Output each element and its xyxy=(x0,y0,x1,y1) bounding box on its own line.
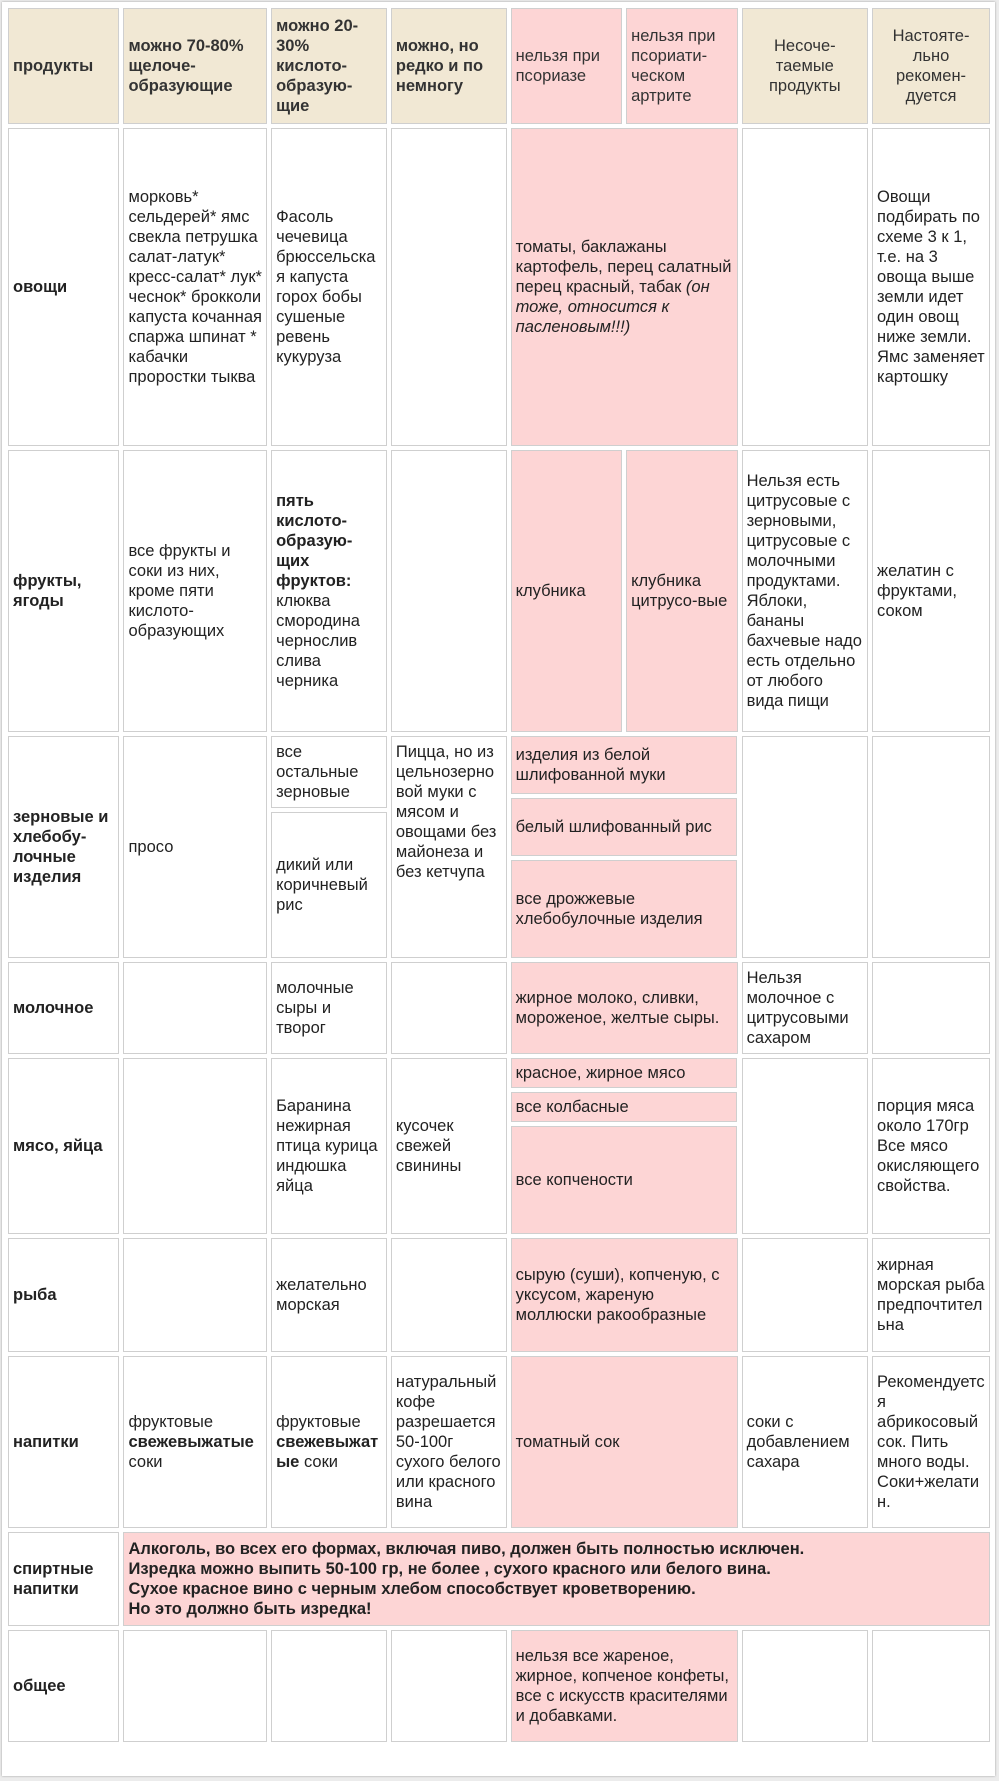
fruit-no-psoriasis: клубника xyxy=(511,450,622,732)
dairy-rarely xyxy=(391,962,507,1054)
drinks-incompatible: соки с добавлением сахара xyxy=(742,1356,868,1528)
fruit-alkaline: все фрукты и соки из них, кроме пяти кислото-образующих xyxy=(123,450,267,732)
meat-no-smoked: все копчености xyxy=(511,1126,737,1234)
fruit-incompatible: Нельзя есть цитрусовые с зерновыми, цитрусовые с молочными продуктами. Яблоки, бананы бахчевые надо есть отдельно от любого вида пищи xyxy=(742,450,868,732)
grain-recommended xyxy=(872,736,990,958)
fruit-rarely xyxy=(391,450,507,732)
row-general xyxy=(8,1630,990,1742)
meat-rarely: кусочек свежей свинины xyxy=(391,1058,507,1234)
row-dairy xyxy=(8,962,990,1054)
dairy-acid: молочные сыры и творог xyxy=(271,962,387,1054)
veg-forbidden-note: (он тоже, относится к пасленовым!!!) xyxy=(515,278,710,336)
fish-incompatible xyxy=(742,1238,868,1352)
row-meat xyxy=(8,1058,990,1234)
header-alkaline: можно 70-80% щелоче-образующие xyxy=(123,8,267,124)
alcohol-line-4: Но это должно быть изредка! xyxy=(128,1600,372,1618)
meat-acid: Баранина нежирная птица курица индюшка яйца xyxy=(271,1058,387,1234)
header-no-psoriasis: нельзя при псориазе xyxy=(511,8,622,124)
grain-alkaline: просо xyxy=(123,736,267,958)
header-no-arthritis: нельзя при псориати-ческом артрите xyxy=(626,8,737,124)
fish-recommended: жирная морская рыба предпочтительна xyxy=(872,1238,990,1352)
fish-rarely xyxy=(391,1238,507,1352)
alcohol-line-2: Изредка можно выпить 50-100 гр, не более , сухого красного или белого вина. xyxy=(128,1560,771,1578)
header-acid: можно 20-30% кислото-образую-щие xyxy=(271,8,387,124)
alcohol-forbidden xyxy=(123,1532,990,1626)
grain-rarely: Пицца, но из цельнозерновой муки с мясом и овощами без майонеза и без кетчупа xyxy=(391,736,507,958)
veg-forbidden-text: томаты, баклажаны картофель, перец салатный перец красный, табак xyxy=(515,238,732,296)
meat-alkaline xyxy=(123,1058,267,1234)
drinks-acid-a: фруктовые xyxy=(276,1413,361,1431)
veg-acid: Фасоль чечевица брюссельская капуста горох бобы сушеные ревень кукуруза xyxy=(271,128,387,446)
grain-no-white-rice: белый шлифованный рис xyxy=(511,798,737,856)
general-incompatible xyxy=(742,1630,868,1742)
drinks-acid-c: соки xyxy=(303,1453,339,1471)
header-products: продукты xyxy=(8,8,119,124)
general-rarely xyxy=(391,1630,507,1742)
drinks-alk-a: фруктовые xyxy=(128,1413,214,1431)
meat-forbidden-group xyxy=(511,1058,738,1234)
fish-acid: желательно морская xyxy=(271,1238,387,1352)
fruit-acid-heading: пять кислото-образую-щих фруктов: xyxy=(276,492,353,590)
row-name-general: общее xyxy=(8,1630,119,1742)
diet-table xyxy=(4,4,994,1746)
grain-forbidden-group xyxy=(511,736,738,958)
veg-rarely xyxy=(391,128,507,446)
general-forbidden: нельзя все жареное, жирное, копченое конфеты, все с искусств красителями и добавками. xyxy=(511,1630,738,1742)
meat-no-sausage: все колбасные xyxy=(511,1092,737,1122)
fruit-recommended: желатин с фруктами, соком xyxy=(872,450,990,732)
meat-incompatible xyxy=(742,1058,868,1234)
row-name-drinks: напитки xyxy=(8,1356,119,1528)
fruit-acid-list: клюква смородина чернослив слива черника xyxy=(276,592,360,690)
row-name-dairy: молочное xyxy=(8,962,119,1054)
drinks-alk-b: свежевыжатые xyxy=(128,1433,254,1451)
drinks-alkaline xyxy=(123,1356,267,1528)
header-recommended: Настояте-льно рекомен-дуется xyxy=(872,8,990,124)
row-name-grains: зерновые и хлебобу-лочные изделия xyxy=(8,736,119,958)
dairy-forbidden: жирное молоко, сливки, мороженое, желтые сыры. xyxy=(511,962,738,1054)
fruit-acid xyxy=(271,450,387,732)
drinks-acid-b: свежевыжатые xyxy=(276,1433,379,1471)
header-row xyxy=(8,8,990,124)
dairy-alkaline xyxy=(123,962,267,1054)
general-acid xyxy=(271,1630,387,1742)
drinks-recommended: Рекомендуется абрикосовый сок. Пить много воды. Соки+желатин. xyxy=(872,1356,990,1528)
veg-recommended: Овощи подбирать по схеме 3 к 1, т.е. на 3 овоща выше земли идет один овощ ниже земли. Ямс заменяет картошку xyxy=(872,128,990,446)
grain-incompatible xyxy=(742,736,868,958)
meat-no-red: красное, жирное мясо xyxy=(511,1058,737,1088)
row-alcohol xyxy=(8,1532,990,1626)
grain-no-white-flour: изделия из белой шлифованной муки xyxy=(511,736,737,794)
general-recommended xyxy=(872,1630,990,1742)
drinks-acid xyxy=(271,1356,387,1528)
veg-incompatible xyxy=(742,128,868,446)
row-vegetables xyxy=(8,128,990,446)
row-grains xyxy=(8,736,990,958)
fish-forbidden: сырую (суши), копченую, с уксусом, жареную моллюски ракообразные xyxy=(511,1238,738,1352)
grain-acid-group xyxy=(271,736,387,958)
dairy-incompatible: Нельзя молочное с цитрусовыми сахаром xyxy=(742,962,868,1054)
veg-alkaline: морковь* сельдерей* ямс свекла петрушка салат-латук* кресс-салат* лук* чеснок* брокколи капуста кочанная спаржа шпинат * кабачки проростки тыква xyxy=(123,128,267,446)
row-name-fruits: фрукты, ягоды xyxy=(8,450,119,732)
row-name-fish: рыба xyxy=(8,1238,119,1352)
meat-recommended: порция мяса около 170гр Все мясо окисляющего свойства. xyxy=(872,1058,990,1234)
alcohol-line-3: Сухое красное вино с черным хлебом способствует кроветворению. xyxy=(128,1580,696,1598)
drinks-rarely: натуральный кофе разрешается 50-100г сухого белого или красного вина xyxy=(391,1356,507,1528)
drinks-forbidden: томатный сок xyxy=(511,1356,738,1528)
drinks-alk-c: соки xyxy=(128,1453,163,1471)
grain-acid-other: все остальные зерновые xyxy=(271,736,387,808)
alcohol-line-1: Алкоголь, во всех его формах, включая пиво, должен быть полностью исключен. xyxy=(128,1540,805,1558)
header-incompatible: Несоче-таемые продукты xyxy=(742,8,868,124)
dairy-recommended xyxy=(872,962,990,1054)
fish-alkaline xyxy=(123,1238,267,1352)
fruit-no-arthritis: клубника цитрусо-вые xyxy=(626,450,737,732)
grain-acid-rice: дикий или коричневый рис xyxy=(271,812,387,958)
grain-no-yeast: все дрожжевые хлебобулочные изделия xyxy=(511,860,737,958)
row-name-vegetables: овощи xyxy=(8,128,119,446)
row-name-alcohol: спиртные напитки xyxy=(8,1532,119,1626)
header-rarely: можно, но редко и по немногу xyxy=(391,8,507,124)
row-fish xyxy=(8,1238,990,1352)
row-name-meat: мясо, яйца xyxy=(8,1058,119,1234)
row-drinks xyxy=(8,1356,990,1528)
table-frame xyxy=(2,2,995,1776)
row-fruits xyxy=(8,450,990,732)
general-alkaline xyxy=(123,1630,267,1742)
veg-forbidden xyxy=(511,128,738,446)
